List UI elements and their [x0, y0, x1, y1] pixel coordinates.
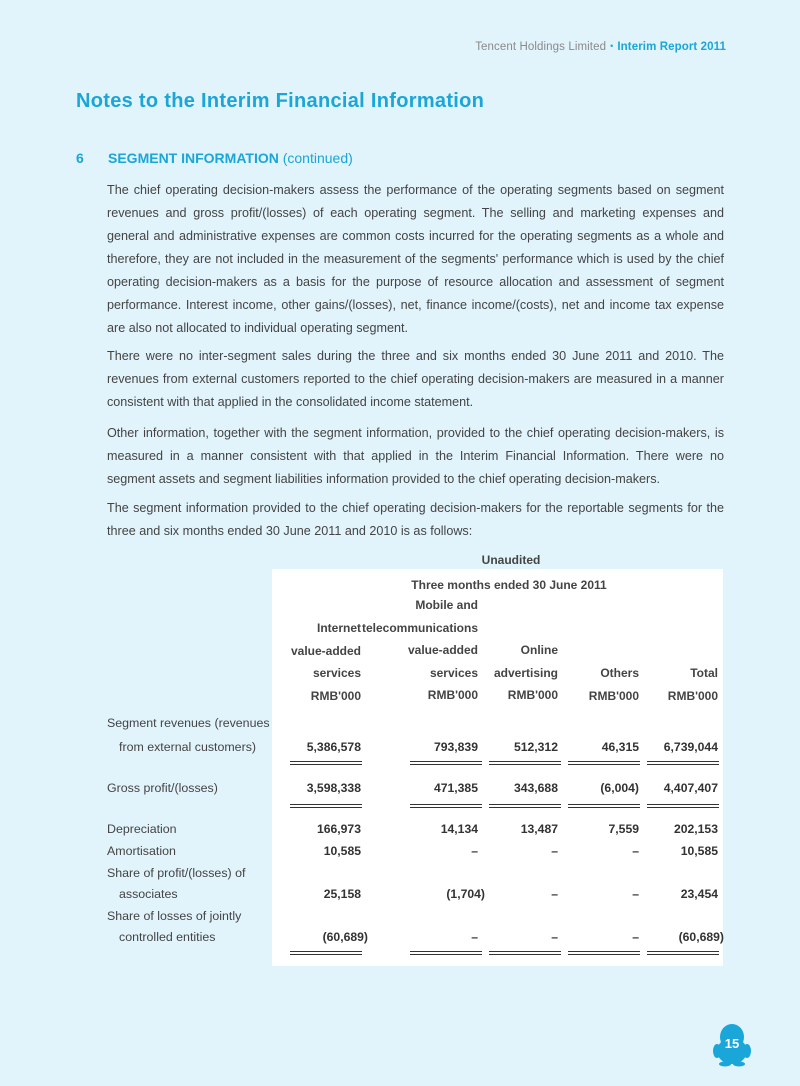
table-cell: 6,739,044	[663, 740, 718, 754]
row-label: associates	[119, 887, 178, 901]
table-cell: 10,585	[680, 844, 718, 858]
table-cell: 4,407,407	[663, 781, 718, 795]
section-number: 6	[76, 150, 84, 166]
double-rule	[647, 761, 719, 765]
paragraph-3: Other information, together with the segment information, provided to the chief operating decision-makers, is measured in a manner consistent with that applied in the Interim Financial Information. There were no segment assets and segment liabilities information provided to the chief operating decision-makers.	[107, 426, 724, 486]
table-cell: –	[471, 930, 478, 944]
company-name: Tencent Holdings Limited	[475, 41, 607, 53]
double-rule	[489, 804, 561, 808]
table-cell: 46,315	[601, 740, 639, 754]
paragraph-2: There were no inter-segment sales during the three and six months ended 30 June 2011 and 2010. The revenues from external customers reported to the chief operating decision-makers are measured in a manner consistent with that applied in the consolidated income statement.	[107, 349, 724, 409]
table-cell: –	[551, 844, 558, 858]
page-number: 15	[724, 1036, 740, 1051]
unaudited-label: Unaudited	[481, 553, 541, 567]
table-cell: 25,158	[323, 887, 361, 901]
col-head-line: services	[429, 665, 478, 680]
col-head-line: telecommunications	[361, 620, 478, 635]
table-cell: 343,688	[513, 781, 558, 795]
table-cell: 166,973	[316, 822, 361, 836]
table-cell: 13,487	[520, 822, 558, 836]
col-head-line: RMB'000	[310, 688, 361, 703]
row-label: Gross profit/(losses)	[107, 781, 218, 795]
section-heading	[76, 150, 353, 166]
col-head-line: Others	[600, 666, 639, 680]
col-head-line: value-added	[407, 643, 478, 657]
table-cell: 471,385	[433, 781, 478, 795]
table-cell: 5,386,578	[306, 740, 361, 754]
col-head-line: Internet	[316, 621, 361, 635]
double-rule	[647, 951, 719, 955]
section-title: SEGMENT INFORMATION	[108, 150, 279, 166]
page-title: Notes to the Interim Financial Information	[76, 90, 485, 112]
col-head-others	[589, 662, 639, 707]
double-rule	[290, 761, 362, 765]
table-cell: –	[632, 887, 639, 901]
table-cell: (60,689)	[678, 930, 724, 944]
col-head-line: RMB'000	[667, 688, 718, 703]
report-name: Interim Report 2011	[617, 41, 726, 53]
row-label: from external customers)	[119, 740, 257, 754]
double-rule	[290, 804, 362, 808]
table-cell: (1,704)	[446, 887, 485, 901]
table-cell: –	[551, 887, 558, 901]
row-label: Segment revenues (revenues	[107, 716, 270, 730]
table-cell: 202,153	[673, 822, 718, 836]
header-separator: •	[610, 41, 614, 51]
double-rule	[410, 761, 482, 765]
col-head-total	[668, 662, 718, 707]
table-cell: –	[471, 844, 478, 858]
table-cell: 10,585	[323, 844, 361, 858]
col-head-line: value-added	[290, 643, 361, 658]
table-cell: 7,559	[608, 822, 639, 836]
table-cell: 793,839	[433, 740, 478, 754]
col-head-line: services	[312, 666, 361, 680]
row-label: Share of losses of jointly	[107, 909, 242, 923]
table-cell: –	[551, 930, 558, 944]
col-head-line: Online	[520, 643, 558, 657]
table-cell: 23,454	[680, 887, 718, 901]
col-head-internet	[291, 617, 361, 707]
double-rule	[568, 804, 640, 808]
double-rule	[489, 951, 561, 955]
table-cell: 512,312	[513, 740, 558, 754]
table-cell: 3,598,338	[306, 781, 361, 795]
double-rule	[489, 761, 561, 765]
table-cell: 14,134	[440, 822, 478, 836]
double-rule	[410, 804, 482, 808]
col-head-line: RMB'000	[507, 688, 558, 702]
col-head-mobile	[362, 594, 478, 707]
table-cell: –	[632, 930, 639, 944]
table-cell: (6,004)	[600, 781, 639, 795]
col-head-line: RMB'000	[588, 688, 639, 703]
row-label: controlled entities	[119, 930, 216, 944]
row-label: Depreciation	[107, 822, 177, 836]
col-head-online	[494, 639, 558, 707]
col-head-line: RMB'000	[427, 688, 478, 702]
col-head-line: Total	[690, 666, 718, 680]
running-header	[475, 41, 726, 53]
table-cell: (60,689)	[322, 930, 368, 944]
paragraph-1: The chief operating decision-makers assess the performance of the operating segments based on segment revenues and gross profit/(losses) of each operating segment. The selling and marketing expenses and general and administrative expenses are common costs incurred for the operating segments as a whole and therefore, they are not included in the measurement of the segments' performance which is used by the chief operating decision-makers as a basis for the purpose of resource allocation and assessment of segment performance. Interest income, other gains/(losses), net, finance income/(costs), net and income tax expense are also not allocated to individual operating segment.	[107, 183, 724, 335]
double-rule	[290, 951, 362, 955]
row-label: Share of profit/(losses) of	[107, 866, 246, 880]
section-suffix: (continued)	[282, 150, 353, 166]
paragraph-4: The segment information provided to the chief operating decision-makers for the reportable segments for the three and six months ended 30 June 2011 and 2010 is as follows:	[107, 501, 724, 538]
double-rule	[568, 951, 640, 955]
double-rule	[647, 804, 719, 808]
col-head-line: advertising	[493, 665, 558, 680]
col-head-line: Mobile and	[415, 598, 478, 612]
period-label: Three months ended 30 June 2011	[411, 578, 607, 592]
double-rule	[410, 951, 482, 955]
row-label: Amortisation	[107, 844, 176, 858]
double-rule	[568, 761, 640, 765]
table-cell: –	[632, 844, 639, 858]
